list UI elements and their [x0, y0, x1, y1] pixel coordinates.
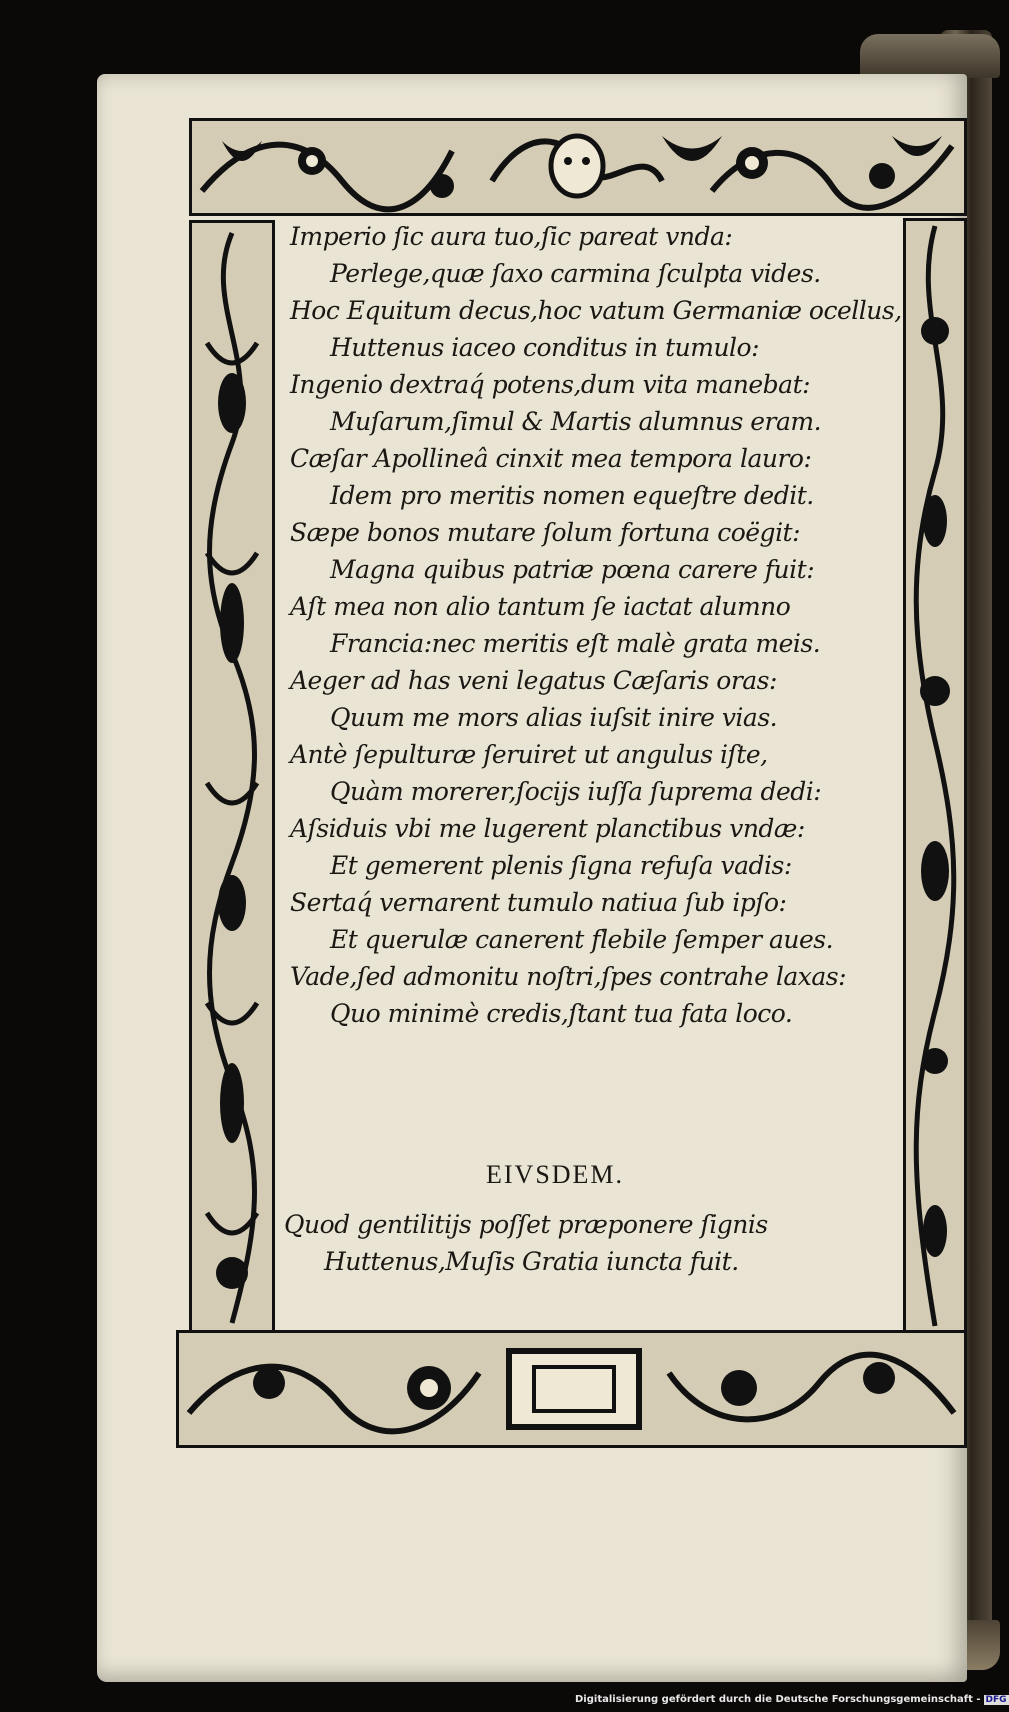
section-heading: EIVSDEM.	[486, 1160, 625, 1189]
verse-line-21: Vade,ſed admonitu noſtri,ſpes contrahe laxas:	[290, 962, 846, 991]
ornament-border-left	[189, 220, 275, 1336]
verse-line-7: Cæſar Apollineâ cinxit mea tempora lauro:	[290, 444, 812, 473]
footer-text: Digitalisierung gefördert durch die Deutsche Forschungsgemeinschaft -	[575, 1694, 981, 1705]
verse-line-1: Imperio ſic aura tuo,ſic pareat vnda:	[290, 222, 733, 251]
verse-line-18: Et gemerent plenis ſigna refuſa vadis:	[330, 851, 792, 880]
ornament-border-top	[189, 118, 967, 216]
second-poem-line-1: Quod gentilitijs poſſet præponere ſignis	[284, 1210, 768, 1239]
ornament-border-right	[903, 218, 967, 1336]
digitization-footer	[575, 1694, 1009, 1705]
verse-line-16: Quàm morerer,ſocijs iuſſa ſuprema dedi:	[330, 777, 822, 806]
second-poem-line-2: Huttenus,Muſis Gratia iuncta fuit.	[324, 1247, 739, 1276]
verse-line-10: Magna quibus patriæ pœna carere fuit:	[330, 555, 815, 584]
verse-line-17: Aſsiduis vbi me lugerent planctibus vndæ:	[290, 814, 805, 843]
verse-line-9: Sæpe bonos mutare ſolum fortuna coëgit:	[290, 518, 801, 547]
verse-line-19: Sertaq́ vernarent tumulo natiua ſub ipſo:	[290, 888, 787, 917]
verse-line-3: Hoc Equitum decus,hoc vatum Germaniæ ocellus,	[290, 296, 902, 325]
verse-line-22: Quo minimè credis,ſtant tua fata loco.	[330, 999, 793, 1028]
verse-line-5: Ingenio dextraq́ potens,dum vita manebat:	[290, 370, 811, 399]
verse-line-2: Perlege,quæ ſaxo carmina ſculpta vides.	[330, 259, 821, 288]
verse-line-6: Muſarum,ſimul & Martis alumnus eram.	[330, 407, 822, 436]
verse-line-4: Huttenus iaceo conditus in tumulo:	[330, 333, 760, 362]
dfg-logo: DFG	[985, 1695, 1007, 1705]
verse-line-20: Et querulæ canerent flebile ſemper aues.	[330, 925, 834, 954]
verse-line-11: Aſt mea non alio tantum ſe iactat alumno	[290, 592, 791, 621]
book-edge-top	[860, 34, 1000, 78]
ornament-border-bottom	[176, 1330, 967, 1448]
verse-line-15: Antè ſepulturæ ſeruiret ut angulus iſte,	[290, 740, 768, 769]
verse-line-12: Francia:nec meritis eſt malè grata meis.	[330, 629, 821, 658]
verse-line-13: Aeger ad has veni legatus Cæſaris oras:	[290, 666, 777, 695]
verse-line-14: Quum me mors alias iuſsit inire vias.	[330, 703, 778, 732]
verse-line-8: Idem pro meritis nomen equeſtre dedit.	[330, 481, 814, 510]
